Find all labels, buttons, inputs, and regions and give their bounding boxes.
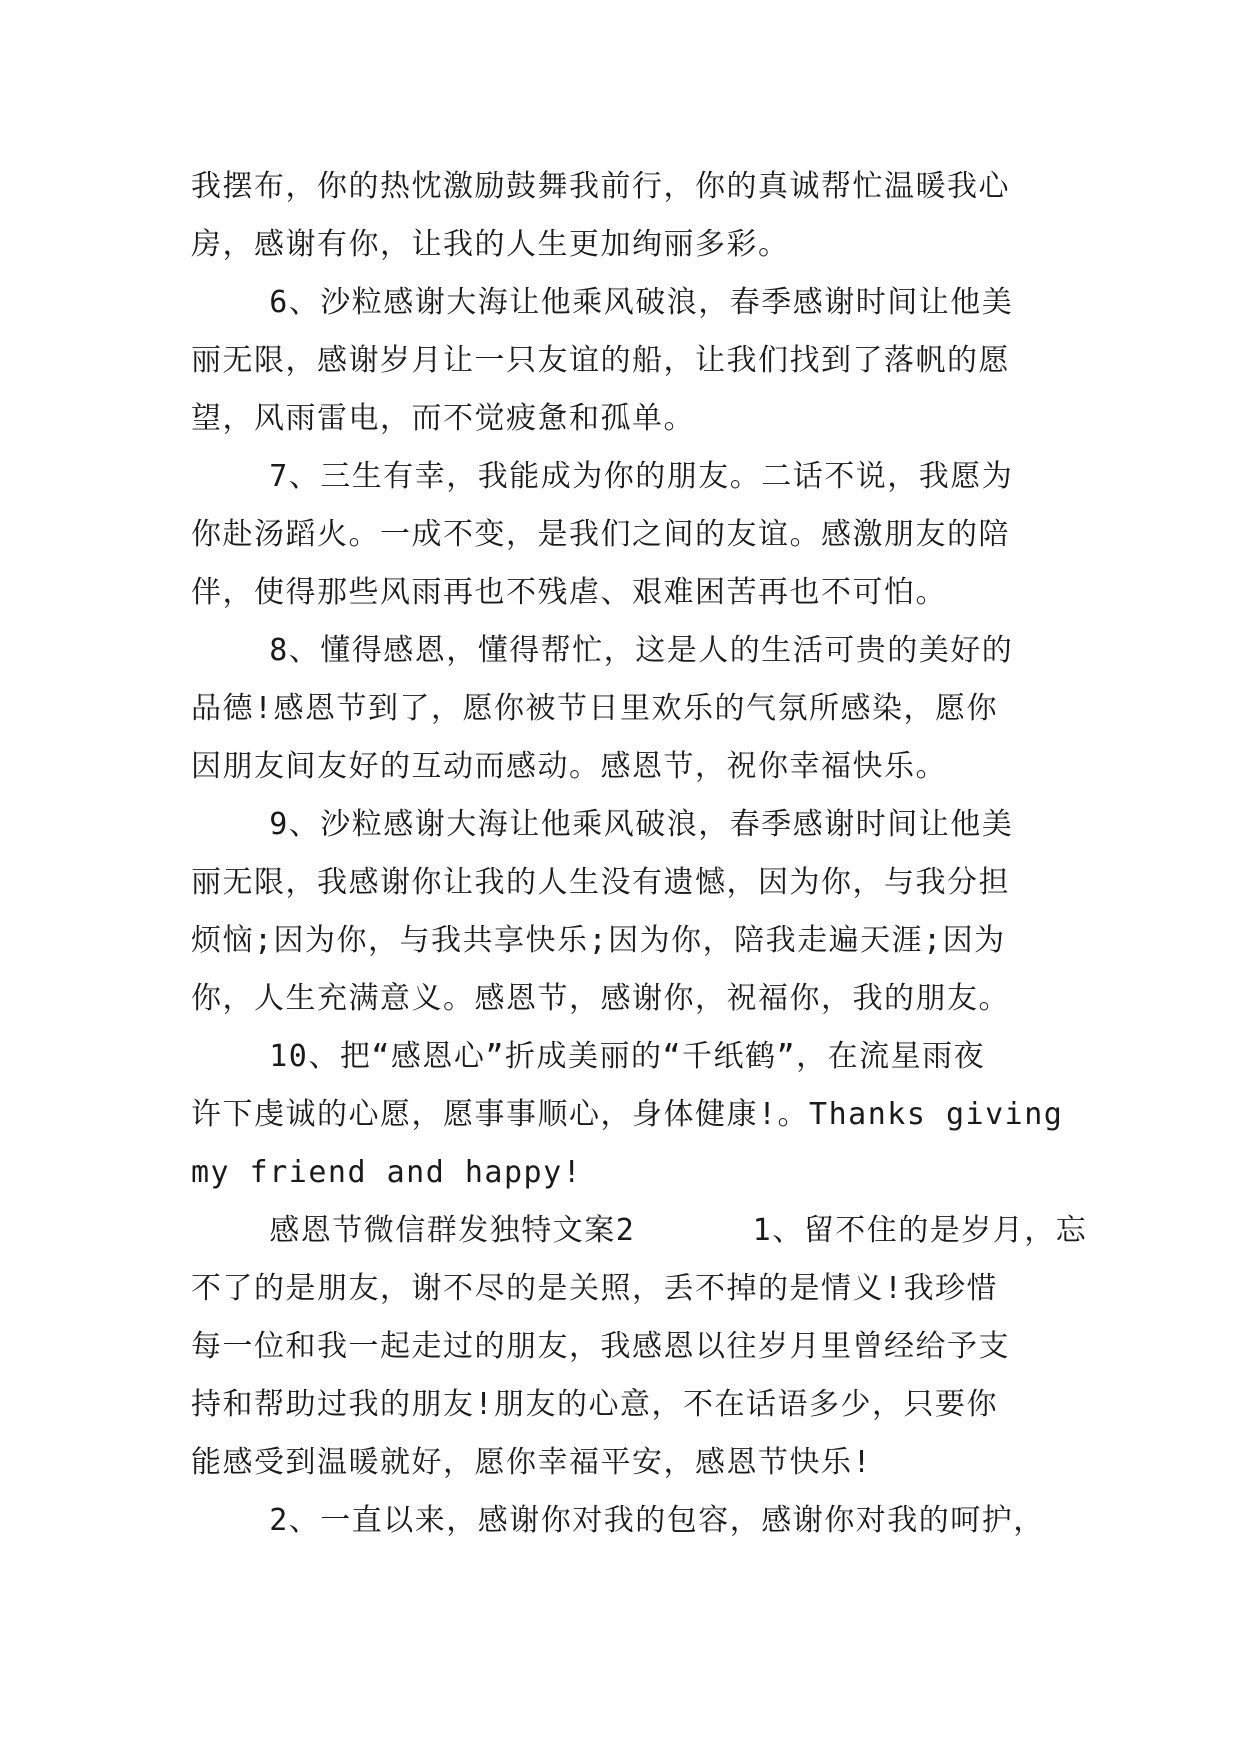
document-body xyxy=(191,158,1088,1550)
text-line: 你赴汤蹈火。一成不变，是我们之间的友谊。感激朋友的陪 xyxy=(191,517,1010,552)
text-line: 不了的是朋友，谢不尽的是关照，丢不掉的是情义!我珍惜 xyxy=(191,1271,999,1306)
text-line: 8、懂得感恩，懂得帮忙，这是人的生活可贵的美好的 xyxy=(191,633,1014,668)
text-line: 望，风雨雷电，而不觉疲惫和孤单。 xyxy=(191,401,695,436)
text-line: 丽无限，我感谢你让我的人生没有遗憾，因为你，与我分担 xyxy=(191,865,1010,900)
text-line: 7、三生有幸，我能成为你的朋友。二话不说，我愿为 xyxy=(191,459,1014,494)
text-line: 感恩节微信群发独特文案2 1、留不住的是岁月，忘 xyxy=(191,1213,1088,1248)
text-line: 持和帮助过我的朋友!朋友的心意，不在话语多少，只要你 xyxy=(191,1387,999,1422)
text-line: 10、把“感恩心”折成美丽的“千纸鹤”，在流星雨夜 xyxy=(191,1039,986,1074)
text-line: 品德!感恩节到了，愿你被节日里欢乐的气氛所感染，愿你 xyxy=(191,691,999,726)
text-line: 因朋友间友好的互动而感动。感恩节，祝你幸福快乐。 xyxy=(191,749,947,784)
text-line: 房，感谢有你，让我的人生更加绚丽多彩。 xyxy=(191,227,790,262)
text-line: 每一位和我一起走过的朋友，我感恩以往岁月里曾经给予支 xyxy=(191,1329,1010,1364)
text-line: my friend and happy! xyxy=(191,1155,583,1190)
text-line: 烦恼;因为你，与我共享快乐;因为你，陪我走遍天涯;因为 xyxy=(191,923,1006,958)
text-line: 能感受到温暖就好，愿你幸福平安，感恩节快乐! xyxy=(191,1445,873,1480)
text-line: 2、一直以来，感谢你对我的包容，感谢你对我的呵护， xyxy=(191,1503,1045,1538)
text-line: 6、沙粒感谢大海让他乘风破浪，春季感谢时间让他美 xyxy=(191,285,1014,320)
text-line: 伴，使得那些风雨再也不残虐、艰难困苦再也不可怕。 xyxy=(191,575,947,610)
text-line: 9、沙粒感谢大海让他乘风破浪，春季感谢时间让他美 xyxy=(191,807,1014,842)
text-line: 你，人生充满意义。感恩节，感谢你，祝福你，我的朋友。 xyxy=(191,981,1010,1016)
text-line: 丽无限，感谢岁月让一只友谊的船，让我们找到了落帆的愿 xyxy=(191,343,1010,378)
text-line: 许下虔诚的心愿，愿事事顺心，身体健康!。Thanks giving xyxy=(191,1097,1064,1132)
text-line: 我摆布，你的热忱激励鼓舞我前行，你的真诚帮忙温暖我心 xyxy=(191,169,1010,204)
